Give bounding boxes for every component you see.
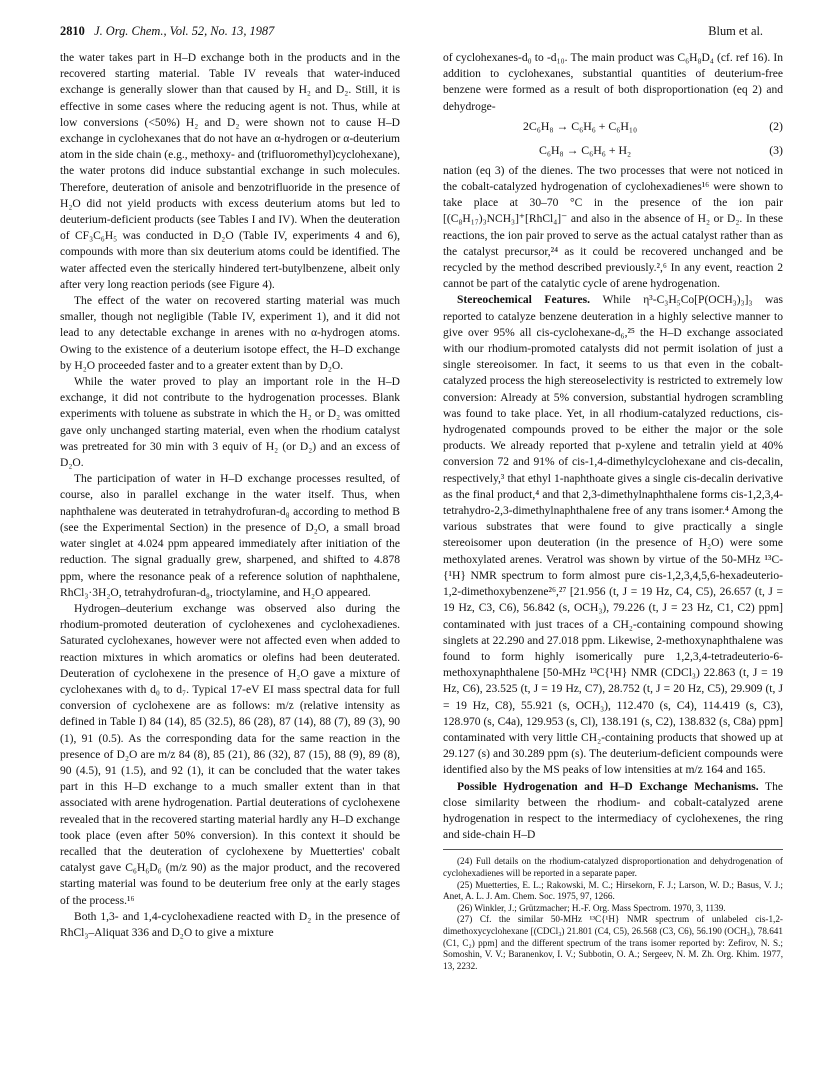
left-column — [60, 50, 400, 941]
section-heading: Stereochemical Features. — [457, 294, 591, 307]
equation-number: (2) — [769, 118, 783, 133]
paragraph: Hydrogen–deuterium exchange was observed also during the rhodium-promoted deuteration of cyclohexenes and cyclohexadienes. Saturated cyclohexanes, however were not affected even when added to reaction mixtures in which aromatics or olefins had been deuterated. Deuteration of cyclohexene in the presence of H₂O gave a mixture of cyclohexanes with d₀ to d₇. Typical 17-eV EI mass spectral data for full conversion of cyclohexene are as follows: m/z (relative intensity as defined in Table I) 84 (14), 85 (32.5), 86 (28), 87 (14), 88 (7), 89 (3), 90 (1), 91 (0.5). As the corresponding data for the same reaction in the presence of D₂O are m/z 84 (8), 85 (21), 86 (32), 87 (15), 88 (9), 89 (8), 90 (4.5), 91 (1.5), and 92 (1), it can be concluded that the water takes part in this H–D exchange to a much smaller extent than in that associated with arene hydrogenation. Partial deuterations of cyclohexene revealed that in the recovered starting material hardly any H–D exchange took place (even after 50% conversion). In this context it should be recalled that the deuteration of cyclohexene by Muetterties' cobalt catalyst gave C₆H₆D₆ (m/z 90) as the major product, and the recovered starting material was found to be deuterium free only at the early stages of the process.¹⁶ — [60, 602, 400, 907]
paragraph — [443, 292, 783, 778]
equation-expression: 2C₆H₈ → C₆H₆ + C₆H₁₀ — [523, 118, 638, 133]
paragraph-text: The close similarity between the rhodium- and cobalt-catalyzed arene hydrogenation in respect to the intermediacy of cyclohexenes, the ring and side-chain H–D — [443, 780, 783, 842]
paragraph: The effect of the water on recovered starting material was much smaller, though not negligible (Table IV, experiment 1), and it did not lead to any detectable exchange in arenes with no α-hydrogen atoms. Owing to the existence of a deuterium isotope effect, the H–D exchange by H₂O proceeded faster and to a greater extent than by D₂O. — [60, 295, 400, 372]
journal-citation: J. Org. Chem., Vol. 52, No. 13, 1987 — [94, 24, 275, 38]
paragraph: Both 1,3- and 1,4-cyclohexadiene reacted with D₂ in the presence of RhCl₃–Aliquat 336 and D₂O to give a mixture — [60, 910, 400, 939]
paragraph-text: While η³-C₃H₅Co[P(OCH₃)₃]₃ was reported to catalyze benzene deuteration in a highly selective manner to give over 95% all cis-cyclohexane-d₆,²⁵ the H–D exchange associated with our rhodium-promoted catalysts did not permit isolation of just a single stereoisomer. In fact, it seems to us that even in the cobalt-catalyzed process the high stereoselectivity is restricted to extremely low conversion: Already at 5% conversion, substantial hydrogen scrambling was found to take place. Yet, in all rhodium-catalyzed reductions, cis-hydrogenated compounds proved to be either the major or the sole products. We already reported that p-xylene and tetralin yield at 40% conversion 72 and 91% of cis-1,4-dimethylcyclohexane and cis-decalin, respectively,³ that ethyl 1-naphthoate gives a single cis-decalin derivative as the final product,⁴ and that 2,3-dimethylnaphthalene forms cis-1,2,3,4-tetrahydro-2,3-dimethylnaphthalene free of any trans isomer.⁴ Among the various substrates that were found to give practically a single stereoisomer upon deuteration (in the presence of H₂O) were some methoxylated arenes. Veratrol was shown by virtue of the 50-MHz ¹³C-{¹H} NMR spectrum to form almost pure cis-1,2,3,4,5,6-hexadeuterio-1,2-dimethoxybenzene²⁶,²⁷ [21.956 (t, J = 19 Hz, C4, C5), 26.657 (t, J = 19 Hz, C3, C6), 56.842 (s, OCH₃), 79.226 (t, J = 23 Hz, C1, C2) ppm] contaminated with just traces of a CH₂-containing compound showing singlets at 22.290 and 27.018 ppm. Likewise, 2-methoxynaphthalene was found to form highly isomerically pure 1,2,3,4-tetradeuterio-6-methoxynaphthalene [50-MHz ¹³C{¹H} NMR (CDCl₃) 22.863 (t, J = 19 Hz, C6), 23.525 (t, J = 19 Hz, C7), 28.752 (t, J = 20 Hz, C5), 29.909 (t, J = 19 Hz, C8), 55.921 (s, OCH₃), 112.470 (s, C4), 114.419 (s, C3), 128.970 (s, C4a), 129.953 (s, Cl), 138.191 (s, C2), 138.832 (s, C8a) ppm] contaminated with very little CH₂-containing products that showed up at 29.127 (s) and 30.289 ppm (s). The deuterium-deficient compounds were identified also by the MS peaks of low intensities at m/z 164 and 165. — [443, 294, 783, 777]
footnote: (27) Cf. the similar 50-MHz ¹³C{¹H} NMR spectrum of unlabeled cis-1,2-dimethoxycyclohexane [(CDCl₃) 21.801 (C4, C5), 26.568 (C3, C6), 56.190 (OCH₃), 78.641 (C1, C₂) ppm] and the different spectrum of the trans isomer reported by: Zefirov, N. S.; Somoshin, V. V.; Baranenkov, I. V.; Subbotin, O. A.; Sergeev, N. M. Zh. Org. Khim. 1977, 13, 2232. — [443, 914, 783, 971]
footnote: (25) Muetterties, E. L.; Rakowski, M. C.; Hirsekorn, F. J.; Larson, W. D.; Basus, V. J.; Anet, A. L. J. Am. Chem. Soc. 1975, 97, 1266. — [443, 879, 783, 902]
paragraph: The participation of water in H–D exchange processes resulted, of course, also in parallel exchange in the water itself. Thus, when naphthalene was deuterated in tetrahydrofuran-d₈ according to method B (see the Experimental Section) in the presence of D₂O, a small broad water singlet at 4.024 ppm appeared immediately after initiation of the reduction. The signal gradually grew, sharpened, and shifted to 4.878 ppm, where the resonance peak of a reference solution of naphthalene, RhCl₃·3H₂O, tetrahydrofuran-d₈, trioctylamine, and H₂O appeared. — [60, 473, 400, 599]
equation-expression: C₆H₈ → C₆H₆ + H₂ — [539, 142, 632, 157]
paragraph: of cyclohexanes-d₀ to -d₁₀. The main product was C₆H₈D₄ (cf. ref 16). In addition to cyclohexanes, substantial quantities of deuterium-free benzene were formed as a result of both disproportionation (eq 2) and dehydroge- — [443, 52, 783, 113]
paragraph: the water takes part in H–D exchange both in the products and in the recovered starting material. Table IV reveals that water-induced exchange is generally slower than that caused by H₂ and D₂. Still, it is effective in some cases where the reducing agent is not. Thus, while at low conversions (<50%) H₂ and D₂ were shown not to cause H–D exchange in cyclohexanes that do not have an α-hydrogen or α-deuterium atom in the side chain (e.g., methoxy- and (trifluoromethyl)cyclohexane), the water protons did induce substantial exchange in such molecules. Therefore, deuteration of anisole and benzotrifluoride in the presence of H₂O did not yield products with excess deuterium atoms but led to deuterium-deficient products (see Tables I and IV). When the deuteration of CF₃C₆H₅ was conducted in D₂O (Table IV, experiments 4 and 6), compounds with more than six deuterium atoms could be identified. The water affected even the sterically hindered tert-butylbenzene, albeit only after very long reaction periods (see Figure 4). — [60, 52, 400, 291]
footnote-divider — [443, 849, 783, 850]
paragraph — [443, 779, 783, 844]
footnote: (24) Full details on the rhodium-catalyzed disproportionation and dehydrogenation of cyclohexadienes will be reported in a separate paper. — [443, 856, 783, 878]
footnote: (26) Winkler, J.; Grützmacher; H.-F. Org. Mass Spectrom. 1970, 3, 1139. — [457, 902, 726, 913]
paragraph: While the water proved to play an important role in the H–D exchange, it did not contribute to the hydrogenation processes. Blank experiments with toluene as substrate in which the H₂ or D₂ was omitted gave only unchanged starting material, even when the rhodium catalyst was pretreated for 30 min with 3 equiv of H₂ (or D₂) and an excess of D₂O. — [60, 376, 400, 470]
section-heading: Possible Hydrogenation and H–D Exchange Mechanisms. — [457, 780, 759, 793]
header-authors: Blum et al. — [708, 24, 763, 38]
paragraph: nation (eq 3) of the dienes. The two processes that were not noticed in the cobalt-catalyzed hydrogenation of cyclohexadienes¹⁶ were shown to take place at 30–70 °C in the presence of the ion pair [(C₈H₁₇)₃NCH₃]⁺[RhCl₄]⁻ and also in the absence of H₂ or D₂. In these reactions, the ion pair proved to serve as the actual catalyst rather than as the catalyst precursor,²⁴ as it could be recovered unchanged and be recycled by the method described previously.²,⁶ In any event, reaction 2 cannot be part of the catalytic cycle of arene hydrogenation. — [443, 164, 783, 291]
equation-number: (3) — [769, 142, 783, 157]
equation-3 — [443, 139, 783, 163]
equation-2 — [443, 115, 783, 139]
header-left — [60, 24, 274, 39]
running-header — [60, 24, 763, 46]
right-column — [443, 50, 783, 972]
page-number: 2810 — [60, 24, 85, 38]
